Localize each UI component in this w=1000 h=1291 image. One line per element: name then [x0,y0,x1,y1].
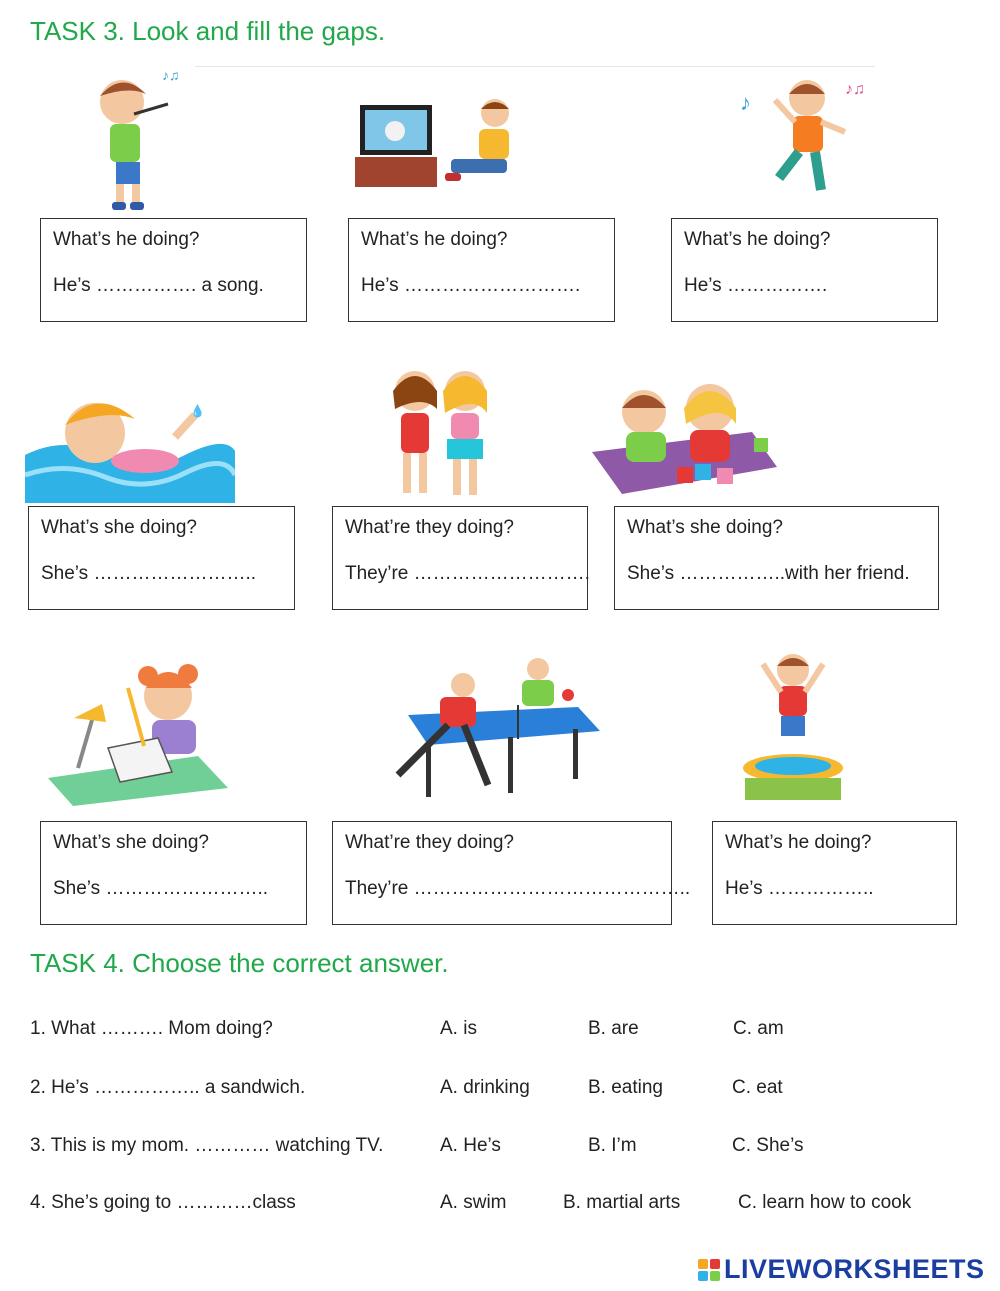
question-text: 4. She’s going to …………class [30,1192,296,1213]
mcq-question-row [30,1135,970,1165]
option-a[interactable]: A. is [440,1018,477,1039]
option-c[interactable]: C. She’s [732,1135,804,1156]
option-c[interactable]: C. am [733,1018,784,1039]
question-text: What’s he doing? [684,229,831,250]
question-box [40,218,307,322]
girl-swimming-image [25,385,235,503]
question-box [614,506,939,610]
question-text: What’s she doing? [627,517,783,538]
option-b[interactable]: B. I’m [588,1135,637,1156]
table-tennis-image [368,655,603,807]
answer-gap-field[interactable]: She’s …………………….. [53,878,269,899]
answer-gap-field[interactable]: They’re …………………………………….. [345,878,691,899]
option-c[interactable]: C. learn how to cook [738,1192,912,1213]
question-text: 1. What ………. Mom doing? [30,1018,273,1039]
option-a[interactable]: A. He’s [440,1135,501,1156]
answer-gap-field[interactable]: She’s ……………..with her friend. [627,563,910,584]
option-b[interactable]: B. martial arts [563,1192,681,1213]
answer-gap-field[interactable]: She’s …………………….. [41,563,257,584]
question-box [712,821,957,925]
question-text: 3. This is my mom. ………… watching TV. [30,1135,384,1156]
task3-title: TASK 3. Look and fill the gaps. [30,16,386,46]
brand-name: LIVEWORKSHEETS [724,1254,985,1284]
liveworksheets-brand [698,1254,985,1285]
mcq-question-row [30,1192,970,1222]
option-b[interactable]: B. eating [588,1077,663,1098]
question-box [348,218,615,322]
question-box [671,218,938,322]
option-a[interactable]: A. swim [440,1192,507,1213]
liveworksheets-logo-icon [698,1259,720,1281]
answer-gap-field[interactable]: They’re ………………………. [345,563,590,584]
boy-singing-image [70,64,200,216]
girls-talking-image [383,365,498,503]
question-text: What’s he doing? [361,229,508,250]
music-note-icon: ♪♫ [162,67,180,83]
question-text: 2. He’s …………….. a sandwich. [30,1077,306,1098]
option-c[interactable]: C. eat [732,1077,783,1098]
svg-text:💧: 💧 [190,404,205,418]
task4-title: TASK 4. Choose the correct answer. [30,948,449,978]
option-a[interactable]: A. drinking [440,1077,530,1098]
svg-text:♪♫: ♪♫ [845,81,865,98]
boy-watching-tv-image [355,95,525,195]
answer-gap-field[interactable]: He’s ………………………. [361,275,581,296]
mcq-question-row [30,1018,970,1048]
question-text: What’s she doing? [53,832,209,853]
option-b[interactable]: B. are [588,1018,639,1039]
question-text: What’s she doing? [41,517,197,538]
kids-playing-blocks-image [582,372,782,497]
question-text: What’re they doing? [345,832,514,853]
question-box [332,506,588,610]
answer-gap-field[interactable]: He’s ……………. a song. [53,275,264,296]
treble-clef-icon: ♪ [740,90,751,115]
mcq-question-row [30,1077,970,1107]
girl-writing-image [48,648,228,808]
question-box [28,506,295,610]
answer-gap-field[interactable]: He’s ……………. [684,275,828,296]
boy-jumping-trampoline-image [735,650,850,812]
question-text: What’s he doing? [725,832,872,853]
answer-gap-field[interactable]: He’s …………….. [725,878,874,899]
boy-dancing-image [735,70,880,210]
question-box [332,821,691,925]
question-box [40,821,307,925]
question-text: What’s he doing? [53,229,200,250]
divider [195,66,875,67]
question-text: What’re they doing? [345,517,514,538]
